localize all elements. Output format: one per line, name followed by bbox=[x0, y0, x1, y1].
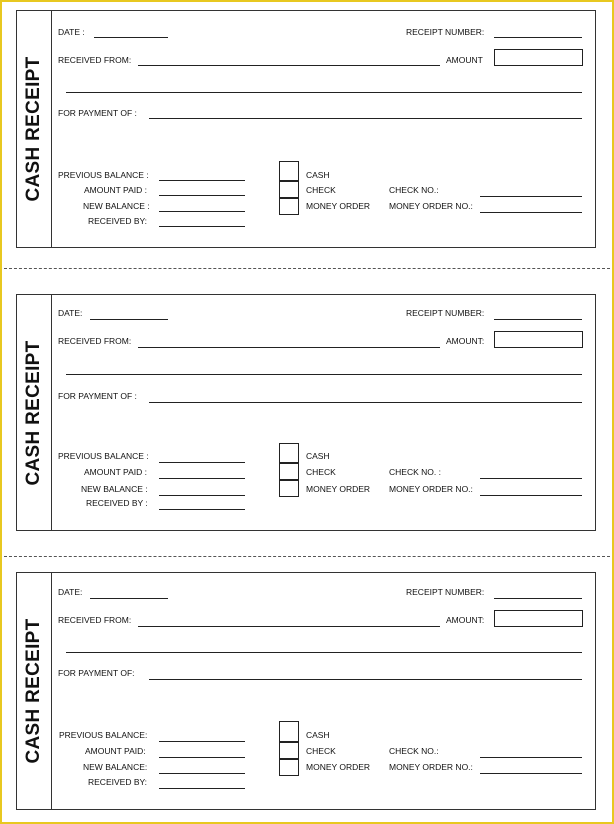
check-no-label: CHECK NO.: bbox=[389, 185, 439, 195]
previous-balance-label: PREVIOUS BALANCE : bbox=[58, 170, 149, 180]
cash-label: CASH bbox=[306, 730, 330, 740]
check-label: CHECK bbox=[306, 185, 336, 195]
received-from-label: RECEIVED FROM: bbox=[58, 615, 132, 625]
cash-checkbox[interactable] bbox=[279, 443, 299, 463]
money-order-label: MONEY ORDER bbox=[306, 484, 371, 494]
receipt-side-panel bbox=[16, 294, 52, 531]
money-order-no-label: MONEY ORDER NO.: bbox=[389, 484, 473, 494]
check-checkbox[interactable] bbox=[279, 463, 299, 480]
received-from-field[interactable] bbox=[138, 65, 440, 66]
money-order-no-label: MONEY ORDER NO.: bbox=[389, 201, 473, 211]
receipt-number-label: RECEIPT NUMBER: bbox=[406, 587, 485, 597]
money-order-checkbox[interactable] bbox=[279, 198, 299, 215]
received-from-field[interactable] bbox=[138, 347, 440, 348]
receipt-1 bbox=[16, 10, 598, 248]
check-checkbox[interactable] bbox=[279, 181, 299, 198]
receipt-number-field[interactable] bbox=[494, 319, 582, 320]
received-by-label: RECEIVED BY : bbox=[86, 498, 148, 508]
check-no-field[interactable] bbox=[480, 196, 582, 197]
receipt-side-panel bbox=[16, 10, 52, 248]
receipt-title: CASH RECEIPT bbox=[23, 618, 44, 764]
received-by-label: RECEIVED BY: bbox=[88, 777, 148, 787]
receipt-3 bbox=[16, 572, 598, 810]
amount-field[interactable] bbox=[494, 331, 583, 348]
check-no-field[interactable] bbox=[480, 757, 582, 758]
amount-field[interactable] bbox=[494, 610, 583, 627]
amount-label: AMOUNT: bbox=[446, 336, 485, 346]
new-balance-field[interactable] bbox=[159, 211, 245, 212]
amount-paid-label: AMOUNT PAID : bbox=[84, 185, 147, 195]
date-label: DATE: bbox=[58, 308, 83, 318]
amount-field[interactable] bbox=[494, 49, 583, 66]
amount-paid-field[interactable] bbox=[159, 757, 245, 758]
received-by-field[interactable] bbox=[159, 509, 245, 510]
date-label: DATE : bbox=[58, 27, 85, 37]
money-order-no-field[interactable] bbox=[480, 212, 582, 213]
for-payment-field[interactable] bbox=[149, 402, 582, 403]
check-no-label: CHECK NO.: bbox=[389, 746, 439, 756]
money-order-no-field[interactable] bbox=[480, 495, 582, 496]
receipt-number-field[interactable] bbox=[494, 598, 582, 599]
date-field[interactable] bbox=[90, 319, 168, 320]
cut-line bbox=[4, 556, 610, 557]
for-payment-label: FOR PAYMENT OF : bbox=[58, 391, 137, 401]
amount-label: AMOUNT bbox=[446, 55, 483, 65]
previous-balance-field[interactable] bbox=[159, 462, 245, 463]
new-balance-field[interactable] bbox=[159, 495, 245, 496]
date-field[interactable] bbox=[90, 598, 168, 599]
cash-checkbox[interactable] bbox=[279, 721, 299, 742]
money-order-label: MONEY ORDER bbox=[306, 201, 371, 211]
received-from-field[interactable] bbox=[138, 626, 440, 627]
money-order-checkbox[interactable] bbox=[279, 759, 299, 776]
money-order-no-label: MONEY ORDER NO.: bbox=[389, 762, 473, 772]
received-by-field[interactable] bbox=[159, 788, 245, 789]
for-payment-field[interactable] bbox=[149, 118, 582, 119]
cash-label: CASH bbox=[306, 170, 330, 180]
amount-label: AMOUNT: bbox=[446, 615, 485, 625]
receipt-number-label: RECEIPT NUMBER: bbox=[406, 308, 485, 318]
new-balance-field[interactable] bbox=[159, 773, 245, 774]
amount-paid-field[interactable] bbox=[159, 195, 245, 196]
check-no-field[interactable] bbox=[480, 478, 582, 479]
for-payment-label: FOR PAYMENT OF : bbox=[58, 108, 137, 118]
date-field[interactable] bbox=[94, 37, 168, 38]
previous-balance-field[interactable] bbox=[159, 741, 245, 742]
amount-paid-label: AMOUNT PAID: bbox=[85, 746, 146, 756]
receipt-title: CASH RECEIPT bbox=[23, 56, 44, 202]
check-label: CHECK bbox=[306, 746, 336, 756]
new-balance-label: NEW BALANCE : bbox=[81, 484, 148, 494]
receipt-side-panel bbox=[16, 572, 52, 810]
money-order-no-field[interactable] bbox=[480, 773, 582, 774]
check-no-label: CHECK NO. : bbox=[389, 467, 441, 477]
previous-balance-field[interactable] bbox=[159, 180, 245, 181]
receipt-number-field[interactable] bbox=[494, 37, 582, 38]
amount-paid-field[interactable] bbox=[159, 478, 245, 479]
new-balance-label: NEW BALANCE : bbox=[83, 201, 150, 211]
received-from-continuation-line[interactable] bbox=[66, 92, 582, 93]
receipt-number-label: RECEIPT NUMBER: bbox=[406, 27, 485, 37]
check-label: CHECK bbox=[306, 467, 336, 477]
money-order-label: MONEY ORDER bbox=[306, 762, 371, 772]
for-payment-field[interactable] bbox=[149, 679, 582, 680]
cash-checkbox[interactable] bbox=[279, 161, 299, 181]
date-label: DATE: bbox=[58, 587, 83, 597]
received-from-continuation-line[interactable] bbox=[66, 374, 582, 375]
for-payment-label: FOR PAYMENT OF: bbox=[58, 668, 135, 678]
received-by-field[interactable] bbox=[159, 226, 245, 227]
amount-paid-label: AMOUNT PAID : bbox=[84, 467, 147, 477]
previous-balance-label: PREVIOUS BALANCE: bbox=[59, 730, 148, 740]
receipt-box bbox=[16, 572, 596, 810]
received-from-label: RECEIVED FROM: bbox=[58, 336, 132, 346]
new-balance-label: NEW BALANCE: bbox=[83, 762, 148, 772]
received-from-continuation-line[interactable] bbox=[66, 652, 582, 653]
previous-balance-label: PREVIOUS BALANCE : bbox=[58, 451, 149, 461]
check-checkbox[interactable] bbox=[279, 742, 299, 759]
receipt-title: CASH RECEIPT bbox=[23, 339, 44, 486]
cash-label: CASH bbox=[306, 451, 330, 461]
received-from-label: RECEIVED FROM: bbox=[58, 55, 132, 65]
cut-line bbox=[4, 268, 610, 269]
received-by-label: RECEIVED BY: bbox=[88, 216, 148, 226]
receipt-2 bbox=[16, 294, 598, 531]
money-order-checkbox[interactable] bbox=[279, 480, 299, 497]
